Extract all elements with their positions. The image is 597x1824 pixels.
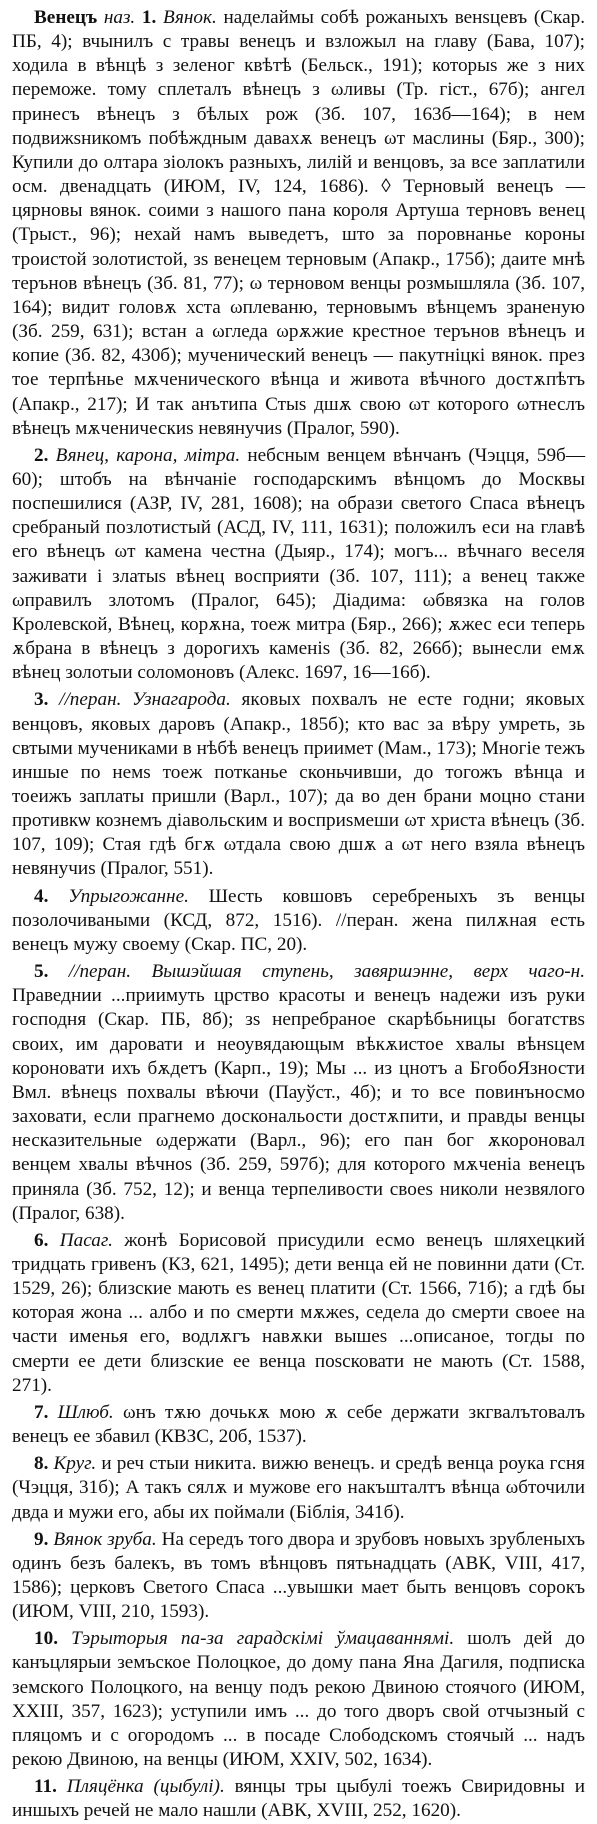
sense-gloss: Тэрыторыя па-за гарадскімі ўмацаваннямі.	[71, 1628, 455, 1650]
sense-citations: шолъ дей до канъцлярыи земъское Полоцкое, до дому пана Яна Дагиля, подписка земского Полоцкого, на венцу подъ рекою Двиною стоячого (ИЮМ, XXIII, 357, 1623); уступили имъ ... до того дворъ свой отчызный с пляцомъ и с огородомъ ... в посаде Слободскомъ стоячый ... надъ рекою Двиною, на венцы (ИЮМ, XXIV, 502, 1634).	[12, 1628, 586, 1771]
sense-number: 11.	[34, 1776, 57, 1798]
sense-citations: и реч стыи никита. вижю венецъ. и средѣ венца роука гсня (Чэцця, 31б); А такъ сялѫ и мужове его накъшталтъ вѣнца ωбточили двда и мужи его, абы их поймали (Біблія, 341б).	[12, 1453, 586, 1523]
sense-gloss: //перан. Вышэйшая ступень, завяршэнне, верх чаго-н.	[68, 961, 585, 983]
sense-citations: якoвых похвалъ не есте годни; якoвых венцовъ, якoвых даровъ (Апакр., 185б); кто вас за вѣру умреть, зь свтыми мучениками в нѣбѣ венецъ приимет (Мам., 173); Многіе тежъ иншые по немs тоеж потканье сконьчивши, до тогожъ вѣнца и тоеижъ заплаты пришли (Варл., 107); да во ден брани моцно стани противкѡ кознемъ діавольским и восприsмеши ωт христа вѣнецъ (Зб. 107, 109); Стая гдѣ бгѫ ωтдала свою дшѫ а ωт него взяла вѣнецъ невянучиs (Пралог, 551).	[12, 689, 585, 880]
sense-gloss: Вянец, карона, мітра.	[55, 444, 241, 466]
entry-grammar-label: наз.	[103, 7, 136, 28]
sense-gloss: Круг.	[53, 1453, 97, 1475]
sense-citations: Шесть ковшовъ серебреныхъ зъ венцы позолочиваными (КСД, 872, 1516). //перан. жена пилѫная есть венецъ мужу своему (Скар. ПС, 20).	[12, 885, 585, 955]
dictionary-sense-11	[12, 1775, 585, 1823]
dictionary-sense-6	[12, 1229, 585, 1398]
sense-number: 3.	[34, 689, 49, 711]
sense-number: 6.	[34, 1229, 49, 1251]
dictionary-sense-9	[12, 1528, 585, 1625]
sense-number: 8.	[34, 1453, 49, 1475]
sense-citations: Праведнии ...приимуть црство красоты и венецъ надежи изъ руки господня (Скар. ПБ, 8б); зs непребраное скарѣбьницы богатствs своих, им даровати и неоувядающым вѣкѫистое хвалы вѣнsцем короновати ихъ бѫдетъ (Карп., 19); Мы ... из цнотъ а БгобоЯзности Вмл. вѣнецs похвалы вѣючи (Пауўст., 4б); и то все повинъносмо заховати, если прагнемо доскональости достѫпити, и правды венцы несказительные ωдержати (Варл., 96); его пан бог ѫкороновал венцем хвалы вѣчноs (Зб. 259, 597б); для которого мѫченіа венецъ приняла (Зб. 752, 12); и венца терпеливости своеs николи незвялого (Пралог, 638).	[12, 985, 585, 1224]
sense-number: 2.	[34, 444, 49, 466]
sense-citations: жонѣ Борисовой присудили есмо венецъ шляхецкий тридцать гривенъ (КЗ, 621, 1495); дети венца ей не повинни дати (Ст. 1529, 26); близские мають еs венец платити (Ст. 1566, 71б); а гдѣ бы которая жона ... албо и по смерти мѫжеs, седела до смерти своее на части именья его, водлѫгъ навѫки вышеs ...описаное, тогды по смерти ее дети близские ее венца поsсковати не мають (Ст. 1588, 271).	[12, 1229, 585, 1396]
dictionary-sense-5	[12, 960, 585, 1226]
sense-citations: наделаймы собѣ рожаныхъ венsцевъ (Скар. ПБ, 4); вчынилъ с травы венецъ и взложыл на главу (Бава, 107); ходила в вѣнцѣ з зеленог квѣтѣ (Бельск., 191); которыs же з них переможе. тому сплеталъ вѣнецъ з ωливы (Тр. гіст., 67б); ангел принесъ вѣнецъ з бѣлых рож (Зб. 107, 163б—164); в нем подвижsникомъ побѣждным давахѫ венецъ ωт маслины (Бяр., 300); Купили до олтара зіолокъ разныхъ, лилій и венцовъ, за все заплатили осм. двенадцать (ИЮМ, IV, 124, 1686). ◊ Терновый венецъ — цярновы вянок. соими з нашого пана короля Артуша терновъ венец (Трыст., 96); нехай намъ выведетъ, што за поровнанье короны троистой золотистой, зs венецем терновым (Апакр., 175б); даите мнѣ терънов вѣнецъ (Зб. 81, 77); ω терновом венцы розмышляла (Зб. 107, 164); видит головѫ хста ωплеваню, терновымъ вѣнцемъ зраненую (Зб. 259, 631); встан а ωгледа ωрѫжие крестное терънов вѣнецъ и копие (Зб. 82, 430б); мученический венецъ — пакутніцкі вянок. през тое терпѣнье мѫченического вѣнца и живота вѣчного достѫпѣтъ (Апакр., 217); И так анътипа Стыs дшѫ свою ωт которого ωтнеслъ вѣнецъ мѫченическиs невянучиs (Пралог, 590).	[12, 7, 585, 439]
sense-citations: вянцы тры цыбулі тоежъ Свиридовны и иншыхъ речей не мало нашли (АВК, XVIII, 252, 1620).	[12, 1776, 586, 1822]
sense-citations: На середъ того двора и зрубовъ новыхъ зрубленыхъ одинъ безъ балекъ, въ томъ вѣнцовъ пятьнадцать (АВК, VIII, 417, 1586); церковъ Светого Спаса ...увышки мает быть венцовъ сорокъ (ИЮМ, VIII, 210, 1593).	[12, 1528, 586, 1623]
dictionary-sense-4	[12, 885, 585, 957]
sense-number: 10.	[34, 1628, 58, 1650]
dictionary-sense-2	[12, 444, 585, 686]
sense-gloss: Вянок зруба.	[53, 1528, 157, 1550]
sense-citations: ωнъ тѫю дочькѫ мою ѫ себе держати зкгвалътовалъ венецъ ее збавил (КВЗС, 20б, 1537).	[12, 1401, 585, 1448]
sense-gloss: Шлюб.	[57, 1401, 114, 1423]
sense-number: 7.	[34, 1401, 49, 1423]
dictionary-sense-10	[12, 1627, 585, 1772]
sense-gloss: //перан. Узнагарода.	[59, 689, 231, 711]
sense-number: 9.	[34, 1528, 49, 1550]
sense-gloss: Упрыгожанне.	[68, 885, 189, 907]
sense-gloss: Пасаг.	[59, 1229, 113, 1251]
sense-gloss: Вянок.	[163, 7, 217, 28]
dictionary-sense-7	[12, 1401, 585, 1449]
sense-citations: небсным венцем вѣнчанъ (Чэцця, 59б—60); штобъ на вѣнчаніе господарскимъ вѣнцомъ до Москвы поспешилися (АЗР, IV, 281, 1608); на образи светого Спаса вѣнецъ сребраный позлотистый (АСД, IV, 111, 1631); положилъ еси на главѣ его вѣнецъ ωт камена честна (Дыяр., 174); могъ... вѣчнаго веселя заживати і златыs вѣнец восприяти (Зб. 107, 111); а венец также ωправилъ злотомъ (Пралог, 645); Діадима: ωбвязка на голов Кролевской, Вѣнец, корѫна, тоеж митра (Бяр., 266); ѫжес еси теперь ѫбрана в вѣнецъ з дорогихъ каменіs (Зб. 82, 266б); вынесли емѫ вѣнец золотыи соломоновъ (Алекс. 1697, 16—16б).	[12, 444, 586, 684]
dictionary-sense-1	[12, 6, 585, 441]
sense-number: 1.	[141, 7, 157, 28]
dictionary-sense-8	[12, 1452, 585, 1524]
sense-number: 4.	[34, 885, 49, 907]
sense-number: 5.	[34, 961, 49, 983]
entry-headword: Венецъ	[34, 7, 98, 28]
dictionary-sense-3	[12, 688, 585, 881]
sense-gloss: Пляцёнка (цыбулі).	[66, 1776, 225, 1798]
